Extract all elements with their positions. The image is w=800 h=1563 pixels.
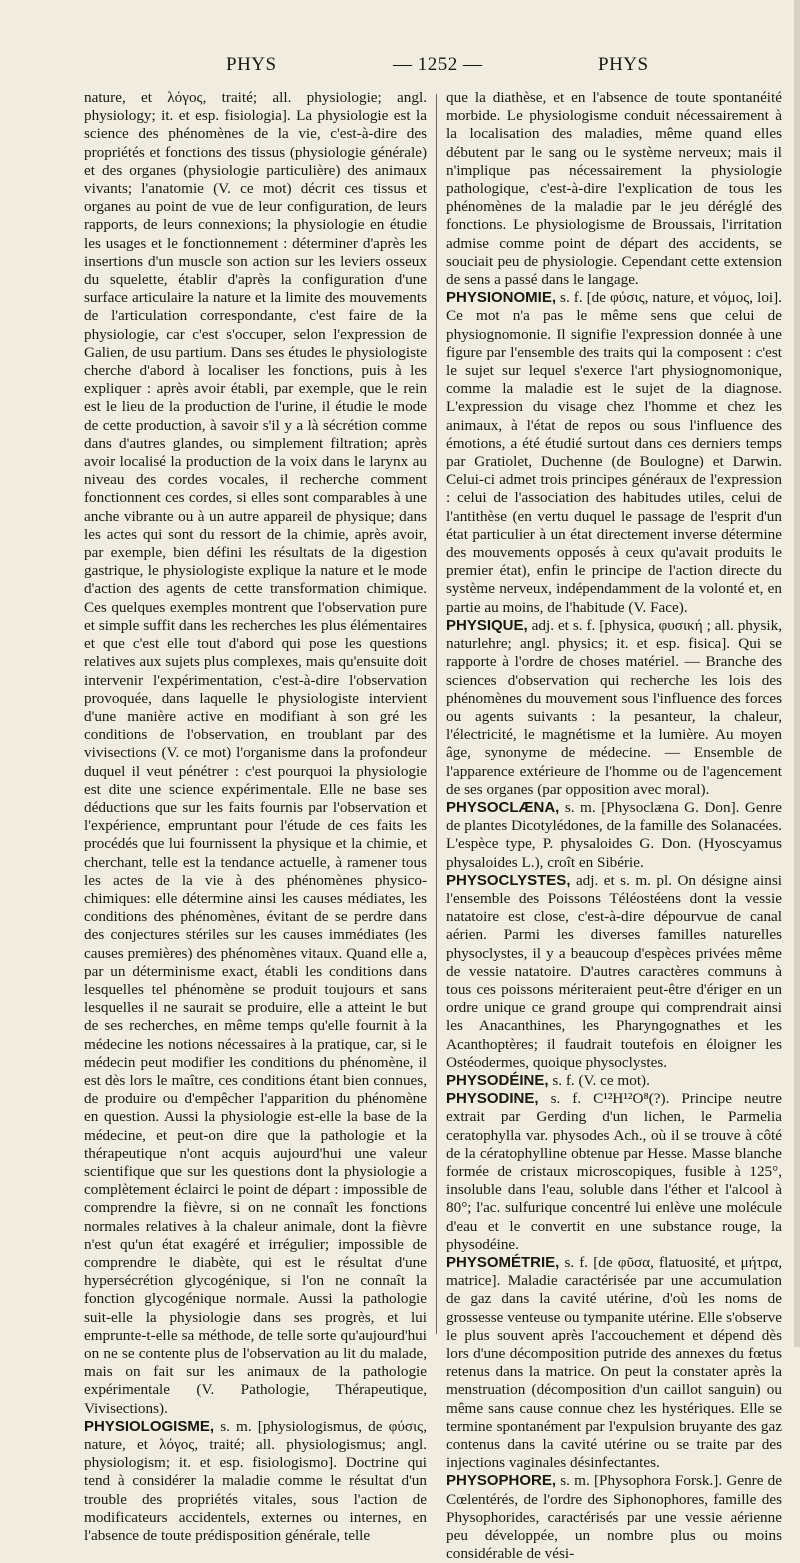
headword: PHYSOMÉTRIE, [446,1254,560,1271]
entry-body: s. f. (V. ce mot). [552,1071,650,1089]
headword: PHYSOCLYSTES, [446,871,571,889]
physiologisme-continuation: que la diathèse, et en l'absence de toute spontanéité morbide. Le physiologisme conduit nécessairement à la localisation des maladies, même quand elles débutent par le sang ou le système nerveux; mais il n'implique pas nécessairement la physiologie pathologique, c'est-à-dire l'explication de tous les phénomènes de la maladie par le jeu déréglé des fonctions. Le physiologisme de Broussais, l'irritation admise comme point de départ des accidents, se souciait peu de physiologie. Cependant cette extension de sens a passé dans le langage. [446,89,782,289]
headword: PHYSIONOMIE, [446,289,557,307]
entry-body: s. f. [de φύσις, nature, et νόμος, loi]. Ce mot n'a pas le même sens que celui de physiognomonie. Il signifie l'expression donnée à une figure par l'ensemble des traits qui la composent : c'est le sujet sur lequel s'exerce l'art physiognomonique, comme la maladie est le sujet de la diagnose. L'expression du visage chez l'homme et chez les animaux, à l'état de repos ou sous l'influence des émotions, a été étudié surtout dans ces derniers temps par Gratiolet, Duchenne (de Boulogne) et Darwin. Celui-ci admet trois principes généraux de l'expression : celui de l'association des habitudes utiles, celui de l'antithèse (en vertu duquel le passage de l'esprit d'un état particulier à un état directement inverse détermine des mouvements opposés à ceux qu'avait produits le premier état), enfin le principe de l'action directe du système nerveux, indépendamment de la volonté et, en partie au moins, de l'habitude (V. Face). [446,289,782,616]
entry-physometrie [446,1254,782,1472]
entry-physodine [446,1090,782,1254]
scan-edge [794,0,800,1347]
entry-body: s. m. [Physophora Forsk.]. Genre de Cœlentérés, de l'ordre des Siphonophores, famille des Physophorides, caractérisés par une vessie aérienne peu développée, un nombre plus ou moins considérable de vési- [446,1472,782,1563]
running-header [0,54,800,84]
headword: PHYSIQUE, [446,616,528,634]
column-divider [436,94,437,1334]
entry-body: s. f. [de φῦσα, flatuosité, et μήτρα, matrice]. Maladie caractérisée par une accumulation de gaz dans la cavité utérine, d'où les noms de grossesse venteuse ou tympanite utérine. Elle s'observe le plus souvent après l'accouchement et dépend dès lors d'une décomposition putride des annexes du fœtus retenus dans la matrice. On peut la constater après la menstruation (décomposition d'un caillot sanguin) ou même sans cause connue chez les hystériques. Elle se termine spontanément par l'expulsion bruyante des gaz contenus dans la cavité utérine ou se traite par des injections vaginales désinfectantes. [446,1254,782,1472]
entry-body: s. m. [physiologismus, de φύσις, nature, et λόγος, traité; all. physiologismus; angl. physiologism; it. et esp. fisiologismo]. Doctrine qui tend à considérer la maladie comme le résultat d'un trouble des propriétés vitales, sous l'action de modificateurs accidentels, externes ou internes, en l'absence de toute prédisposition générale, telle [84,1417,427,1545]
headword: PHYSIOLOGISME, [84,1417,215,1435]
entry-body: adj. et s. f. [physica, φυσική ; all. physik, naturlehre; angl. physics; it. et esp. fisica]. Qui se rapporte à l'ordre de choses matériel. — Branche des sciences d'observation qui recherche les lois des phénomènes du mouvement sous l'influence des forces ou agents suivants : la pesanteur, la chaleur, l'électricité, le magnétisme et la lumière. Au moyen âge, synonyme de médecine. — Ensemble de l'apparence extérieure de l'homme ou de l'agencement de ses organes (par opposition avec moral). [446,616,782,798]
page-number: — 1252 — [393,54,483,75]
headword: PHYSOCLÆNA, [446,798,560,816]
physiologie-continuation: nature, et λόγος, traité; all. physiologie; angl. physiology; it. et esp. fisiologia]. La physiologie est la science des phénomènes de la vie, c'est-à-dire des propriétés et fonctions des tissus (physiologie générale) et des organes (physiologie particulière) des animaux vivants; l'anatomie (V. ce mot) décrit ces tissus et organes au point de vue de leur configuration, de leurs rapports, de leurs connexions; la physiologie en étudie les usages et le fonctionnement : déterminer d'après les insertions d'un muscle son action sur les leviers osseux du squelette, établir d'après la configuration d'une surface articulaire la nature et la limite des mouvements de l'articulation correspondante, c'est faire de la physiologie, car c'est s'occuper, selon l'expression de Galien, de usu partium. Dans ses études le physiologiste cherche d'abord à localiser les fonctions, puis à les expliquer : après avoir établi, par exemple, que le rein est le lieu de la production de l'urine, il étudie le mode de cette production, à savoir s'il y a là sécrétion comme dans d'autres glandes, ou simplement filtration; après avoir localisé la production de la voix dans le larynx au niveau des cordes vocales, il recherche comment fonctionnent ces cordes, si elles sont comparables à une anche vibrante ou à un autre appareil de physique; dans les actes qui sont du ressort de la chimie, après avoir, par exemple, bien défini les résultats de la digestion gastrique, le physiologiste explique la nature et le mode d'action des agents de cette transformation chimique. Ces quelques exemples montrent que l'observation pure et simple suffit dans les recherches les plus élémentaires et que c'est elle tout d'abord qui pose les questions relatives aux sujets plus complexes, mais qu'ensuite doit intervenir l'expérimentation, c'est-à-dire l'observation provoquée, dans laquelle le physiologiste intervient d'une manière active en modifiant à son gré les conditions de l'observation, en troublant par des vivisections (V. ce mot) l'organisme dans la profondeur duquel il veut pénétrer : c'est pourquoi la physiologie est dite une science expérimentale. Elle ne base ses déductions que sur les faits fournis par l'observation et l'expérience, empruntant pour l'étude de ces faits les procédés que lui fournissent la physique et la chimie, et cherchant, telle est la tendance actuelle, à ramener tous les actes de la vie à des phénomènes physico-chimiques: elle détermine ainsi les causes médiates, les conditions des phénomènes, évitant de se perdre dans des conjectures stériles sur les causes immédiates (les causes premières) des phénomènes vitaux. Quand elle a, par un déterminisme exact, établi les conditions dans lesquelles tel phénomène se produit toujours et sans lesquelles il ne saurait se produire, elle a atteint le but de ses recherches, en même temps qu'elle fournit à la médecine les notions nécessaires à la pratique, car, si le médecin peut modifier les conditions du phénomène, il est dès lors le maître, ces conditions étant bien connues, de produire ou d'empêcher l'apparition du phénomène en question. Aussi la physiologie est-elle la base de la médecine, et peut-on dire que la pathologie et la thérapeutique n'ont acquis aujourd'hui une valeur scientifique que sur les questions dont la physiologie a complètement éclairci le point de départ : impossible de comprendre la fièvre, si on ne connaît les fonctions normales relatives à la chaleur animale, dont la fièvre n'est qu'un état exagéré et irrégulier; impossible de comprendre le diabète, qui est le résultat d'une hypersécrétion glycogénique, si l'on ne connaît la fonction glycogénique normale. Aussi la pathologie suit-elle la physiologie dans ses progrès, et lui emprunte-t-elle sa méthode, de telle sorte qu'aujourd'hui on ne se contente plus de l'observation au lit du malade, mais on fait sur les animaux de la pathologie expérimentale (V. Pathologie, Thérapeutique, Vivisections). [84,89,427,1417]
headword: PHYSOPHORE, [446,1472,557,1490]
entry-physoclystes [446,872,782,1072]
left-column [84,89,427,1545]
right-column [446,89,782,1563]
entry-physoclaena [446,799,782,872]
headword: PHYSODÉINE, [446,1071,549,1089]
entry-physique [446,617,782,799]
entry-body: s. f. C¹²H¹²O⁸(?). Principe neutre extrait par Gerding d'un lichen, le Parmelia ceratophylla var. physodes Ach., où il se trouve à côté de la cératophylline obtenue par Hesse. Masse blanche formée de cristaux microscopiques, fusible à 125°, insoluble dans l'eau, soluble dans l'éther et l'alcool à 80°; l'ac. sulfurique concentré lui enlève une molécule d'eau et le convertit en une substance rouge, la physodéine. [446,1090,782,1253]
entry-body: adj. et s. m. pl. On désigne ainsi l'ensemble des Poissons Téléostéens dont la vessie natatoire est close, c'est-à-dire dépourvue de canal aérien. Parmi les diverses familles naturelles physoclystes, il y a beaucoup d'espèces privées même de vessie natatoire. D'autres caractères communs à tous ces poissons mériteraient peut-être d'ériger en un ordre unique ce grand groupe qui comprendrait ainsi les Anacanthines, les Pharyngognathes et les Acanthoptères; il faudrait toutefois en éloigner les Ostéodermes, quoique physoclystes. [446,871,782,1071]
entry-physodeine [446,1072,782,1090]
entry-physionomie [446,289,782,617]
entry-physiologisme [84,1418,427,1545]
entry-physophore [446,1472,782,1563]
header-right-guideword: PHYS [598,54,649,75]
headword: PHYSODINE, [446,1090,539,1108]
entry-body: s. m. [Physoclæna G. Don]. Genre de plantes Dicotylédones, de la famille des Solanacées. L'espèce type, P. physaloides G. Don. (Hyoscyamus physaloides L.), croît en Sibérie. [446,798,782,871]
header-left-guideword: PHYS [226,54,277,75]
